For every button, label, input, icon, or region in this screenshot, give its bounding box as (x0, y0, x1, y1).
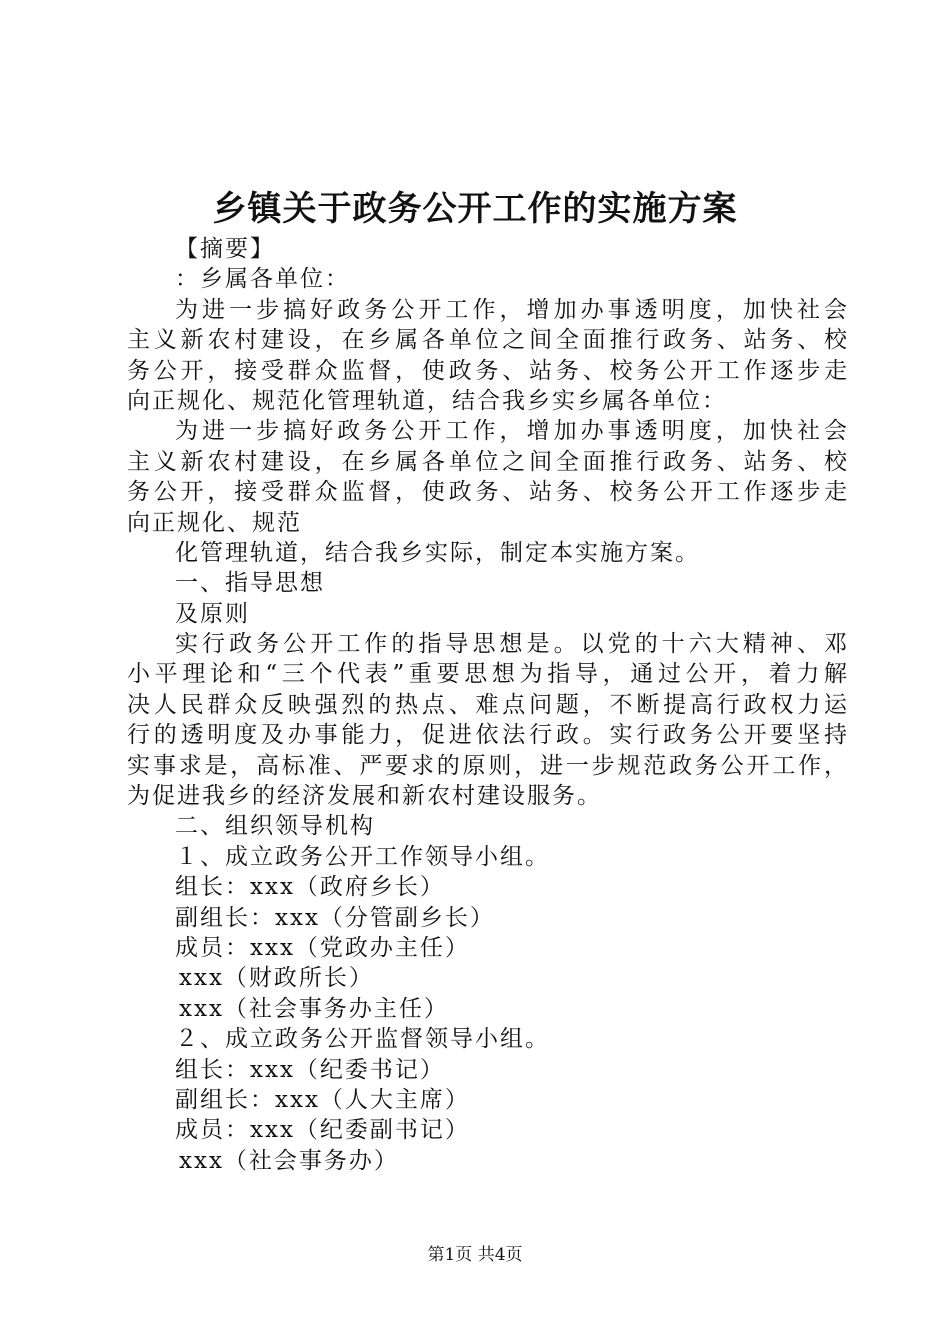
paragraph-line: 向正规化、规范 (127, 509, 302, 536)
salutation-line: ：乡属各单位： (175, 266, 350, 293)
paragraph-line: 实事求是，高标准、严要求的原则，进一步规范政务公开工作， (127, 752, 847, 779)
member-line: xxx（财政所长） (179, 965, 374, 992)
section-heading: 一、指导思想 (175, 570, 325, 597)
paragraph-line: 化管理轨道，结合我乡实际，制定本实施方案。 (175, 539, 700, 566)
paragraph-line: 主义新农村建设，在乡属各单位之间全面推行政务、站务、校 (127, 448, 847, 475)
abstract-heading: 【摘要】 (175, 236, 275, 262)
subsection-heading: １、成立政务公开工作领导小组。 (175, 843, 550, 870)
page-number-footer: 第1页 共4页 (427, 1245, 523, 1265)
member-line: 成员：xxx（党政办主任） (175, 934, 470, 961)
document-body (127, 234, 847, 1176)
paragraph-line: 小平理论和“三个代表”重要思想为指导，通过公开，着力解 (127, 661, 847, 688)
paragraph-line: 决人民群众反映强烈的热点、难点问题，不断提高行政权力运 (127, 691, 847, 718)
subsection-heading: ２、成立政务公开监督领导小组。 (175, 1026, 550, 1053)
paragraph-line: 为进一步搞好政务公开工作，增加办事透明度，加快社会 (175, 418, 847, 445)
member-line: xxx（社会事务办） (179, 1147, 399, 1174)
member-line: xxx（社会事务办主任） (179, 995, 449, 1022)
section-heading-continued: 及原则 (175, 600, 250, 627)
paragraph-line: 为促进我乡的经济发展和新农村建设服务。 (127, 783, 602, 810)
member-line: 副组长：xxx（分管副乡长） (175, 904, 495, 931)
paragraph-line: 行的透明度及办事能力，促进依法行政。实行政务公开要坚持 (127, 722, 847, 749)
member-line: 组长：xxx（政府乡长） (175, 874, 445, 901)
member-line: 成员：xxx（纪委副书记） (175, 1117, 470, 1144)
member-line: 副组长：xxx（人大主席） (175, 1086, 470, 1113)
paragraph-line: 主义新农村建设，在乡属各单位之间全面推行政务、站务、校 (127, 327, 847, 354)
document-title: 乡镇关于政务公开工作的实施方案 (212, 189, 738, 229)
paragraph-line: 务公开，接受群众监督，使政务、站务、校务公开工作逐步走 (127, 479, 847, 506)
member-line: 组长：xxx（纪委书记） (175, 1056, 445, 1083)
paragraph-line: 为进一步搞好政务公开工作，增加办事透明度，加快社会 (175, 296, 847, 323)
paragraph-line: 实行政务公开工作的指导思想是。以党的十六大精神、邓 (175, 631, 847, 658)
paragraph-line: 向正规化、规范化管理轨道，结合我乡实乡属各单位： (127, 387, 727, 414)
paragraph-line: 务公开，接受群众监督，使政务、站务、校务公开工作逐步走 (127, 357, 847, 384)
section-heading: 二、组织领导机构 (175, 813, 375, 840)
